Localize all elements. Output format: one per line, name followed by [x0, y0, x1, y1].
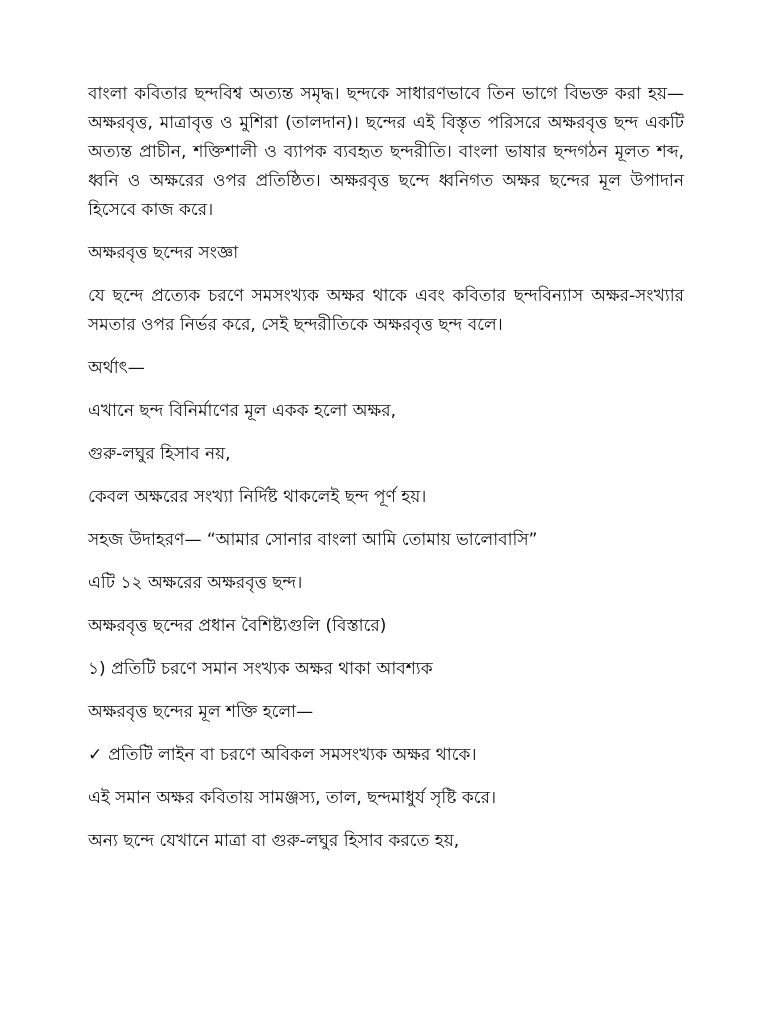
feature-1-title: ১) প্রতিটি চরণে সমান সংখ্যক অক্ষর থাকা আবশ্যক	[88, 659, 433, 679]
example-note: এটি ১২ অক্ষরের অক্ষরবৃত্ত ছন্দ।	[88, 573, 303, 593]
feature-1-intro: অক্ষরবৃত্ত ছন্দের মূল শক্তি হলো—	[88, 702, 314, 722]
definition-paragraph: যে ছন্দে প্রত্যেক চরণে সমসংখ্যক অক্ষর থাকে এবং কবিতার ছন্দবিন্যাস অক্ষর-সংখ্যার সমতার ওপর নির্ভর করে, সেই ছন্দরীতিকে অক্ষরবৃত্ত ছন্দ বলে।	[88, 286, 684, 335]
definition-heading: অক্ষরবৃত্ত ছন্দের সংজ্ঞা	[88, 243, 239, 263]
features-heading: অক্ষরবৃত্ত ছন্দের প্রধান বৈশিষ্ট্যগুলি (বিস্তারে)	[88, 616, 387, 636]
feature-1-line-2: এই সমান অক্ষর কবিতায় সামঞ্জস্য, তাল, ছন্দমাধুর্য সৃষ্টি করে।	[88, 788, 497, 808]
example-line: সহজ উদাহরণ— “আমার সোনার বাংলা আমি তোমায় ভালোবাসি”	[88, 530, 538, 550]
check-icon: ✓	[88, 745, 103, 765]
document-body	[88, 80, 684, 870]
meaning-label: অর্থাৎ—	[88, 358, 145, 378]
feature-1-check-text: প্রতিটি লাইন বা চরণে অবিকল সমসংখ্যক অক্ষর থাকে।	[108, 745, 477, 765]
feature-1-line-3: অন্য ছন্দে যেখানে মাত্রা বা গুরু-লঘুর হিসাব করতে হয়,	[88, 831, 460, 851]
intro-paragraph: বাংলা কবিতার ছন্দবিশ্ব অত্যন্ত সমৃদ্ধ। ছন্দকে সাধারণভাবে তিন ভাগে বিভক্ত করা হয়— অক্ষরবৃত্ত, মাত্রাবৃত্ত ও মুশিরা (তালদান)। ছন্দের এই বিস্তৃত পরিসরে অক্ষরবৃত্ত ছন্দ একটি অত্যন্ত প্রাচীন, শক্তিশালী ও ব্যাপক ব্যবহৃত ছন্দরীতি। বাংলা ভাষার ছন্দগঠন মূলত শব্দ, ধ্বনি ও অক্ষরের ওপর প্রতিষ্ঠিত। অক্ষরবৃত্ত ছন্দে ধ্বনিগত অক্ষর ছন্দের মূল উপাদান হিসেবে কাজ করে।	[88, 84, 684, 220]
meaning-line-1: এখানে ছন্দ বিনির্মাণের মূল একক হলো অক্ষর,	[88, 401, 396, 421]
meaning-line-3: কেবল অক্ষরের সংখ্যা নির্দিষ্ট থাকলেই ছন্দ পূর্ণ হয়।	[88, 487, 427, 507]
meaning-line-2: গুরু-লঘুর হিসাব নয়,	[88, 444, 231, 464]
feature-1-check-line	[88, 741, 684, 770]
